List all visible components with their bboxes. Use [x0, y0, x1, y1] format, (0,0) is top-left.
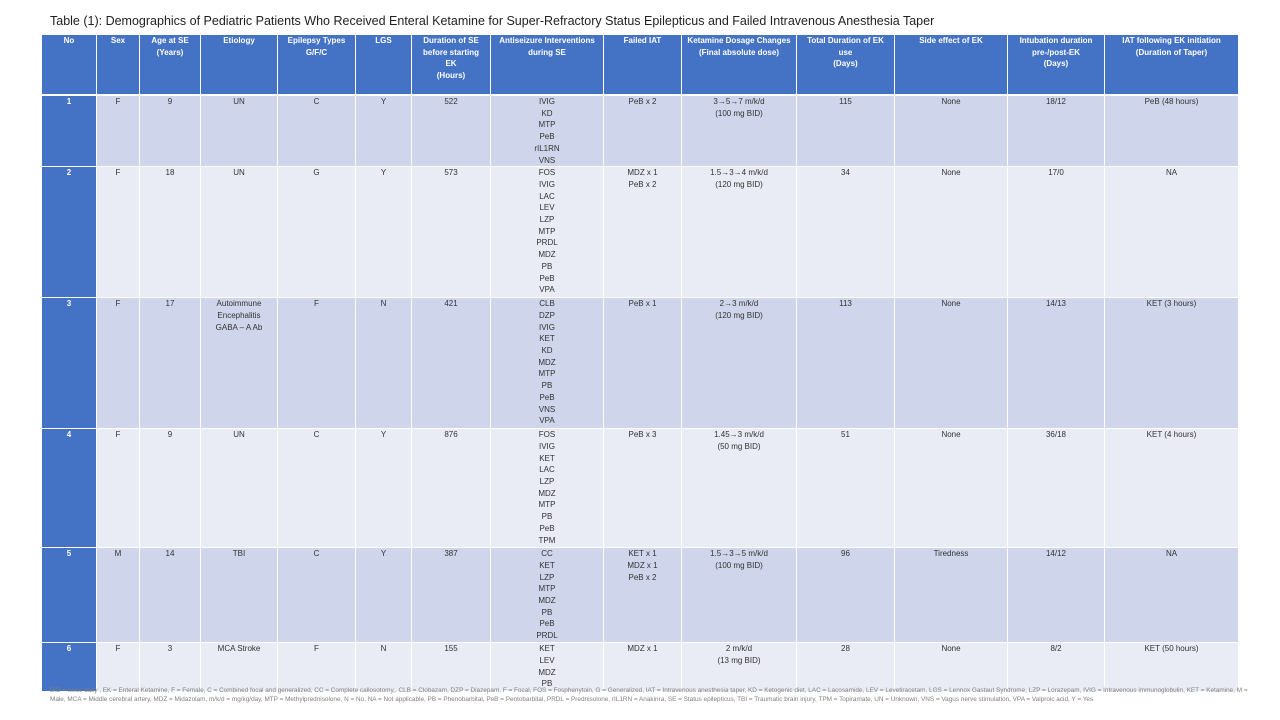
cell-line: GABA – A Ab: [215, 322, 263, 332]
column-header-intubation: [1008, 35, 1105, 95]
cell-duration-se: 522: [412, 96, 491, 167]
column-header-duration-se: [412, 35, 491, 95]
cell-line: TBI: [232, 549, 246, 559]
cell-no: 3: [42, 298, 97, 429]
cell-side-effect: None: [895, 643, 1008, 692]
cell-line: Encephalitis: [217, 310, 261, 320]
cell-line: MDZ x 1: [627, 168, 658, 178]
abbreviations-footnote: BID = twice daily , EK = Enteral Ketamine, F = Female, C = Combined focal and generalized, CC = Complete callosotomy,, CLB = Clobazam, DZP = Diazepam, F = Focal, FOS = Fosphenytoin, G = Generalized, IAT = Intravenous anesthesia taper, KD = Ketogenic diet, LAC = Lacosamide, LEV = Levetiracetam, LGS = Lennox Gastaut Syndrome, LZP = Lorazepam, IVIG = Intravenous immunoglobulin, KET = Ketamine, M = Male, MCA = Middle cerebral artery, MDZ = Midazolam, m/k/d = mg/kg/day, MTP = Methylprednisolone, N = No, NA = Not applicable, PB = Phenobarbital, PeB = Pentobarbital, PRDL = Prednisolone, rIL1RN = Anakinra, SE = Status epilepticus, TBI = Traumatic brain injury, TPM = Topiramate, UN = Unknown, VNS = Vagus nerve stimulation, VPA = Valproic acid, Y = Yes: [50, 687, 1248, 704]
column-header-etiology: [201, 35, 278, 95]
cell-duration-se: 155: [412, 643, 491, 692]
table-row: [42, 167, 1239, 298]
cell-line: KET: [539, 560, 555, 570]
cell-line: PeB: [539, 523, 555, 533]
table-row: [42, 96, 1239, 167]
header-row: [42, 35, 1239, 95]
column-header-line: Age at SE: [151, 36, 189, 45]
cell-line: Autoimmune: [216, 299, 262, 309]
cell-etiology: [201, 96, 278, 167]
cell-no: 1: [42, 96, 97, 167]
cell-ketamine-dosage: [682, 643, 797, 692]
cell-line: LAC: [539, 465, 555, 475]
cell-line: UN: [233, 430, 245, 440]
column-header-lgs: [356, 35, 412, 95]
cell-iat-following: NA: [1105, 167, 1239, 298]
cell-age: 9: [140, 429, 201, 548]
column-header-line: Failed IAT: [623, 36, 662, 45]
cell-line: PeB x 2: [628, 97, 657, 106]
cell-line: (120 mg BID): [715, 179, 763, 189]
column-header-no: [42, 35, 97, 95]
cell-line: UN: [233, 97, 245, 106]
cell-epilepsy-type: C: [278, 429, 356, 548]
cell-age: 18: [140, 167, 201, 298]
cell-line: LZP: [539, 572, 555, 582]
cell-line: PB: [541, 261, 553, 271]
cell-failed-iat: [604, 548, 682, 643]
column-header-line: during SE: [528, 47, 566, 57]
cell-line: LZP: [539, 477, 555, 487]
cell-total-duration: 34: [797, 167, 895, 298]
cell-line: 1.5→3→4 m/k/d: [710, 168, 768, 178]
cell-interventions: [491, 298, 604, 429]
column-header-line: before starting: [422, 47, 479, 57]
column-header-line: (Hours): [436, 70, 466, 80]
cell-ketamine-dosage: [682, 548, 797, 643]
cell-sex: M: [97, 548, 140, 643]
column-header-line: Duration of SE: [423, 36, 479, 45]
cell-line: LZP: [539, 215, 555, 225]
cell-line: TPM: [538, 535, 556, 545]
cell-line: PeB: [539, 619, 555, 629]
cell-interventions: [491, 548, 604, 643]
cell-intubation: 14/12: [1008, 548, 1105, 643]
cell-line: 3→5→7 m/k/d: [713, 97, 765, 106]
cell-line: PeB: [539, 132, 555, 142]
cell-etiology: [201, 429, 278, 548]
column-header-line: Etiology: [223, 36, 255, 45]
cell-line: PeB x 1: [628, 299, 657, 309]
cell-line: MTP: [538, 226, 556, 236]
cell-side-effect: None: [895, 96, 1008, 167]
cell-line: (120 mg BID): [715, 310, 763, 320]
table-row: [42, 643, 1239, 692]
cell-line: IVIG: [538, 97, 555, 106]
cell-interventions: [491, 167, 604, 298]
cell-line: MDZ: [538, 488, 556, 498]
cell-lgs: N: [356, 643, 412, 692]
cell-line: CC: [541, 549, 553, 559]
cell-lgs: Y: [356, 96, 412, 167]
cell-total-duration: 115: [797, 96, 895, 167]
table-title: Table (1): Demographics of Pediatric Patients Who Received Enteral Ketamine for Super-Refractory Status Epilepticus and Failed Intravenous Anesthesia Taper: [50, 14, 935, 28]
cell-line: KET: [539, 334, 555, 344]
cell-line: PB: [541, 607, 553, 617]
cell-duration-se: 387: [412, 548, 491, 643]
column-header-line: (Years): [156, 47, 184, 57]
column-header-line: Antiseizure Interventions: [499, 36, 595, 45]
cell-line: 2→3 m/k/d: [719, 299, 759, 309]
column-header-line: EK: [445, 59, 457, 69]
cell-line: KET x 1: [628, 549, 657, 559]
cell-iat-following: KET (3 hours): [1105, 298, 1239, 429]
table-row: [42, 298, 1239, 429]
column-header-line: (Days): [833, 59, 858, 69]
cell-etiology: [201, 167, 278, 298]
cell-intubation: 36/18: [1008, 429, 1105, 548]
cell-sex: F: [97, 429, 140, 548]
cell-iat-following: NA: [1105, 548, 1239, 643]
column-header-iat-following: [1105, 35, 1239, 95]
cell-ketamine-dosage: [682, 96, 797, 167]
cell-line: MCA Stroke: [217, 644, 261, 654]
cell-line: IVIG: [538, 179, 555, 189]
column-header-line: Total Duration of EK: [807, 36, 884, 45]
cell-epilepsy-type: C: [278, 96, 356, 167]
cell-line: UN: [233, 168, 245, 178]
cell-lgs: N: [356, 298, 412, 429]
cell-line: MTP: [538, 500, 556, 510]
column-header-line: Intubation duration: [1019, 36, 1093, 45]
table-row: [42, 548, 1239, 643]
cell-failed-iat: [604, 298, 682, 429]
column-header-line: (Days): [1043, 59, 1069, 69]
cell-line: PB: [541, 679, 553, 689]
cell-line: CLB: [539, 299, 555, 309]
cell-line: KET: [539, 644, 555, 654]
cell-line: LAC: [539, 191, 555, 201]
cell-sex: F: [97, 96, 140, 167]
column-header-line: Side effect of EK: [919, 36, 983, 45]
cell-sex: F: [97, 167, 140, 298]
cell-line: PeB x 2: [628, 179, 657, 189]
column-header-side-effect: [895, 35, 1008, 95]
cell-line: MTP: [538, 369, 556, 379]
cell-line: MDZ: [538, 250, 556, 260]
cell-failed-iat: [604, 643, 682, 692]
cell-age: 3: [140, 643, 201, 692]
cell-line: KD: [541, 346, 553, 356]
cell-ketamine-dosage: [682, 167, 797, 298]
cell-line: PB: [541, 381, 553, 391]
cell-line: (100 mg BID): [715, 108, 763, 118]
cell-intubation: 17/0: [1008, 167, 1105, 298]
cell-failed-iat: [604, 429, 682, 548]
cell-line: MTP: [538, 120, 556, 130]
cell-line: KD: [541, 108, 553, 118]
column-header-line: Ketamine Dosage Changes: [687, 36, 791, 45]
cell-epilepsy-type: F: [278, 643, 356, 692]
cell-duration-se: 421: [412, 298, 491, 429]
column-header-line: Sex: [110, 36, 126, 45]
cell-total-duration: 51: [797, 429, 895, 548]
cell-line: PeB x 2: [628, 572, 657, 582]
cell-lgs: Y: [356, 429, 412, 548]
cell-side-effect: None: [895, 429, 1008, 548]
cell-failed-iat: [604, 167, 682, 298]
demographics-table: [41, 34, 1239, 692]
cell-intubation: 14/13: [1008, 298, 1105, 429]
cell-age: 14: [140, 548, 201, 643]
cell-no: 6: [42, 643, 97, 692]
column-header-sex: [97, 35, 140, 95]
cell-line: 1.45→3 m/k/d: [714, 430, 764, 440]
cell-no: 5: [42, 548, 97, 643]
cell-lgs: Y: [356, 548, 412, 643]
cell-epilepsy-type: G: [278, 167, 356, 298]
cell-line: VNS: [538, 155, 556, 165]
column-header-line: Epilepsy Types: [287, 36, 346, 45]
cell-line: MDZ: [538, 596, 556, 606]
cell-side-effect: None: [895, 298, 1008, 429]
cell-etiology: [201, 643, 278, 692]
column-header-line: IAT following EK initiation: [1122, 36, 1221, 45]
column-header-age: [140, 35, 201, 95]
cell-total-duration: 113: [797, 298, 895, 429]
cell-line: MDZ x 1: [627, 560, 658, 570]
cell-side-effect: Tiredness: [895, 548, 1008, 643]
column-header-ketamine-dosage: [682, 35, 797, 95]
column-header-interventions: [491, 35, 604, 95]
cell-epilepsy-type: C: [278, 548, 356, 643]
cell-duration-se: 876: [412, 429, 491, 548]
cell-line: FOS: [538, 168, 556, 178]
cell-interventions: [491, 643, 604, 692]
cell-line: MTP: [538, 584, 556, 594]
cell-line: PB: [541, 512, 553, 522]
cell-intubation: 8/2: [1008, 643, 1105, 692]
cell-line: (100 mg BID): [715, 560, 763, 570]
cell-failed-iat: [604, 96, 682, 167]
cell-line: VPA: [539, 416, 555, 426]
cell-line: KET: [539, 453, 555, 463]
cell-line: DZP: [539, 310, 555, 320]
column-header-epilepsy-type: [278, 35, 356, 95]
cell-line: IVIG: [538, 322, 555, 332]
column-header-line: (Final absolute dose): [698, 47, 779, 57]
cell-no: 4: [42, 429, 97, 548]
cell-ketamine-dosage: [682, 429, 797, 548]
cell-line: PRDL: [536, 631, 558, 641]
cell-line: LEV: [539, 203, 555, 213]
cell-age: 17: [140, 298, 201, 429]
cell-line: 2 m/k/d: [725, 644, 753, 654]
cell-line: MDZ: [538, 357, 556, 367]
cell-line: MDZ x 1: [627, 644, 658, 654]
cell-interventions: [491, 429, 604, 548]
cell-etiology: [201, 298, 278, 429]
cell-line: VNS: [538, 404, 556, 414]
cell-no: 2: [42, 167, 97, 298]
cell-interventions: [491, 96, 604, 167]
column-header-line: use: [838, 47, 853, 57]
cell-lgs: Y: [356, 167, 412, 298]
cell-total-duration: 96: [797, 548, 895, 643]
cell-age: 9: [140, 96, 201, 167]
cell-line: rIL1RN: [534, 143, 560, 153]
cell-line: (13 mg BID): [717, 655, 761, 665]
table-row: [42, 429, 1239, 548]
cell-epilepsy-type: F: [278, 298, 356, 429]
cell-line: MDZ: [538, 667, 556, 677]
cell-line: 1.5→3→5 m/k/d: [710, 549, 768, 559]
cell-intubation: 18/12: [1008, 96, 1105, 167]
cell-line: PRDL: [536, 238, 558, 248]
cell-line: (50 mg BID): [717, 441, 761, 451]
cell-line: IVIG: [538, 441, 555, 451]
cell-line: PeB: [539, 392, 555, 402]
cell-iat-following: KET (50 hours): [1105, 643, 1239, 692]
table-body: [42, 95, 1239, 692]
column-header-line: G/F/C: [305, 47, 328, 57]
cell-line: LEV: [539, 655, 555, 665]
column-header-failed-iat: [604, 35, 682, 95]
column-header-total-duration: [797, 35, 895, 95]
cell-line: FOS: [538, 430, 556, 440]
cell-sex: F: [97, 298, 140, 429]
column-header-line: pre-/post-EK: [1032, 47, 1080, 57]
cell-line: PeB: [539, 273, 555, 283]
cell-ketamine-dosage: [682, 298, 797, 429]
cell-total-duration: 28: [797, 643, 895, 692]
cell-side-effect: None: [895, 167, 1008, 298]
cell-line: VPA: [539, 285, 555, 295]
cell-iat-following: KET (4 hours): [1105, 429, 1239, 548]
cell-sex: F: [97, 643, 140, 692]
column-header-line: (Duration of Taper): [1135, 47, 1208, 57]
column-header-line: LGS: [375, 36, 392, 45]
cell-iat-following: PeB (48 hours): [1105, 96, 1239, 167]
column-header-line: No: [63, 36, 75, 45]
cell-duration-se: 573: [412, 167, 491, 298]
cell-line: PeB x 3: [628, 430, 657, 440]
cell-etiology: [201, 548, 278, 643]
